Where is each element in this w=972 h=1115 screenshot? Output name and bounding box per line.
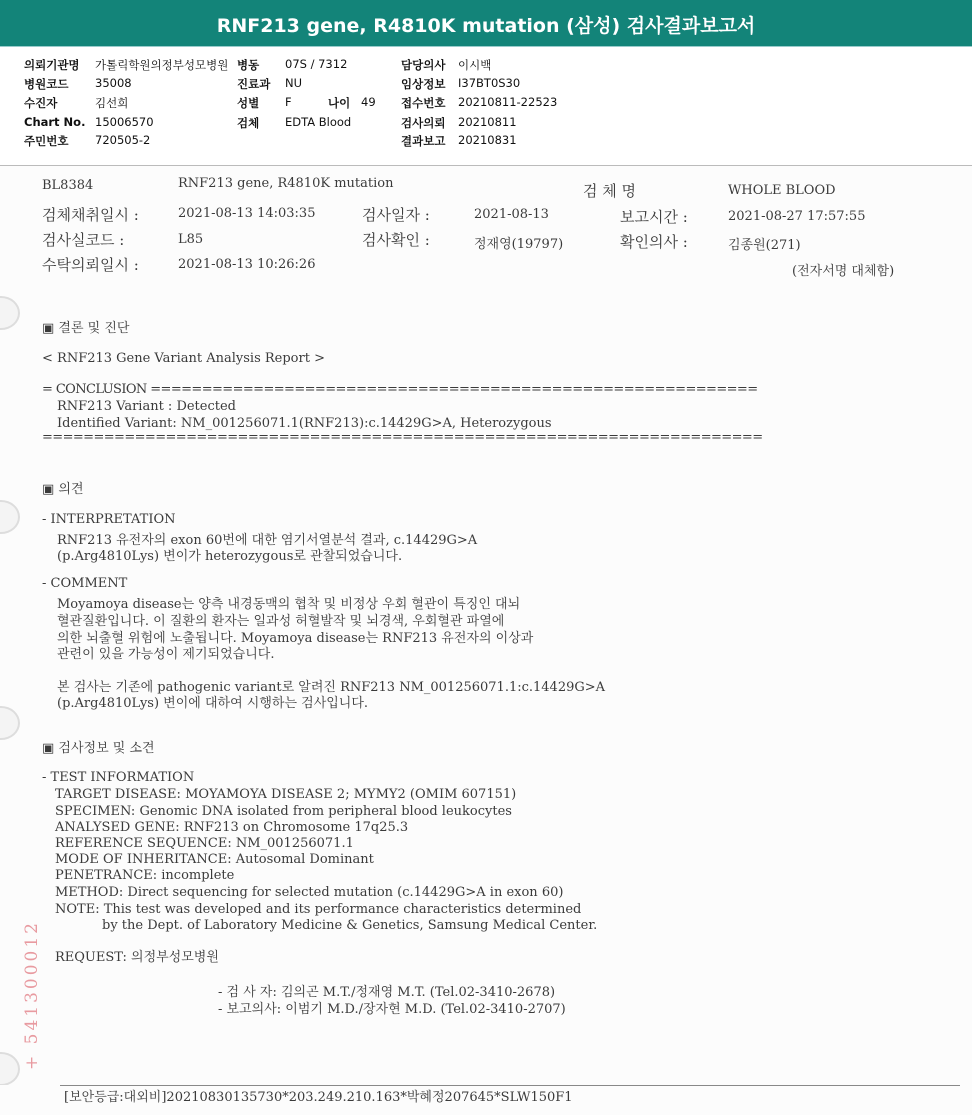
variant-status-line: RNF213 Variant : Detected <box>57 399 236 414</box>
section-conclusion-heading: ▣ 결론 및 진단 <box>42 321 130 336</box>
hospital-value: 가톨릭학원의정부성모병원 <box>95 58 229 72</box>
punch-hole <box>0 296 20 330</box>
interpretation-text: (p.Arg4810Lys) 변이가 heterozygous로 관찰되었습니다. <box>57 549 403 564</box>
clinical-info-label: 임상정보 <box>401 77 446 91</box>
doctor-value: 이시백 <box>458 58 492 72</box>
test-info-line: REFERENCE SEQUENCE: NM_001256071.1 <box>55 836 354 851</box>
comment-text: 혈관질환입니다. 이 질환의 환자는 일과성 허혈발작 및 뇌경색, 우회혈관 파열에 <box>57 614 505 629</box>
e-signature-note: (전자서명 대체함) <box>792 264 895 279</box>
comment-text: Moyamoya disease는 양측 내경동맥의 협착 및 비정상 우회 혈관이 특징인 대뇌 <box>57 597 521 612</box>
test-name: RNF213 gene, R4810K mutation <box>178 176 394 191</box>
test-date-value: 2021-08-13 <box>474 207 549 222</box>
interpretation-text: RNF213 유전자의 exon 60번에 대한 염기서열분석 결과, c.14429G>A <box>57 533 478 548</box>
interpretation-heading: - INTERPRETATION <box>42 512 176 527</box>
test-info-line: ANALYSED GENE: RNF213 on Chromosome 17q25.3 <box>55 820 409 835</box>
test-date-label: 검사일자 : <box>362 206 430 224</box>
consign-time-value: 2021-08-13 10:26:26 <box>178 257 316 272</box>
confirm-doctor-value: 김종원(271) <box>728 238 801 253</box>
identified-variant-line: Identified Variant: NM_001256071.1(RNF213):c.14429G>A, Heterozygous <box>57 416 552 431</box>
comment-text: (p.Arg4810Lys) 변이에 대하여 시행하는 검사입니다. <box>57 696 369 711</box>
section-test-info-heading: ▣ 검사정보 및 소견 <box>42 741 155 756</box>
age-value: 49 <box>361 95 376 109</box>
security-footer: [보안등급:대외비]20210830135730*203.249.210.163*박혜정207645*SLW150F1 <box>64 1090 573 1105</box>
test-code: BL8384 <box>42 178 94 193</box>
test-info-line: NOTE: This test was developed and its performance characteristics determined <box>55 902 582 917</box>
separator-line: ====================================================================== <box>42 430 763 445</box>
request-line: REQUEST: 의정부성모병원 <box>55 950 219 965</box>
request-date-value: 20210811 <box>458 115 517 129</box>
patient-name-label: 수진자 <box>24 96 58 110</box>
punch-hole <box>0 706 20 740</box>
collect-time-label: 검체채취일시 : <box>42 206 139 224</box>
test-info-line: SPECIMEN: Genomic DNA isolated from peripheral blood leukocytes <box>55 804 512 819</box>
report-time-value: 2021-08-27 17:57:55 <box>728 209 866 224</box>
tester-signature: - 검 사 자: 김의곤 M.T./정재영 M.T. (Tel.02-3410-2678) <box>218 985 556 1000</box>
chart-no-label: Chart No. <box>24 115 86 129</box>
age-label: 나이 <box>328 96 351 110</box>
request-date-label: 검사의뢰 <box>401 116 446 130</box>
reporter-signature: - 보고의사: 이범기 M.D./장자현 M.D. (Tel.02-3410-2707) <box>218 1002 566 1017</box>
comment-text: 관련이 있을 가능성이 제기되었습니다. <box>57 647 275 662</box>
test-confirm-value: 정재영(19797) <box>474 237 564 252</box>
conclusion-line: = CONCLUSION =========================================================== <box>42 382 758 397</box>
test-info-line: MODE OF INHERITANCE: Autosomal Dominant <box>55 852 374 867</box>
side-stamp-number: + 541300012 <box>22 920 42 1070</box>
footer <box>0 1085 972 1115</box>
specimen-name-value: WHOLE BLOOD <box>728 183 836 198</box>
hospital-code-value: 35008 <box>95 76 132 90</box>
report-time-label: 보고시간 : <box>620 208 688 226</box>
test-info-line: PENETRANCE: incomplete <box>55 868 235 883</box>
section-opinion-heading: ▣ 의견 <box>42 482 84 497</box>
ward-value: 07S / 7312 <box>285 57 348 71</box>
specimen-type-label: 검체 <box>237 116 260 130</box>
resident-no-value: 720505-2 <box>95 133 151 147</box>
test-confirm-label: 검사확인 : <box>362 231 430 249</box>
dept-label: 진료과 <box>237 77 271 91</box>
ward-label: 병동 <box>237 58 260 72</box>
lab-code-value: L85 <box>178 232 204 247</box>
test-info-line: METHOD: Direct sequencing for selected mutation (c.14429G>A in exon 60) <box>55 885 564 900</box>
punch-hole <box>0 500 20 534</box>
hospital-label: 의뢰기관명 <box>24 58 80 72</box>
chart-no-value: 15006570 <box>95 115 154 129</box>
test-info-heading: - TEST INFORMATION <box>42 770 195 785</box>
test-info-line: by the Dept. of Laboratory Medicine & Genetics, Samsung Medical Center. <box>102 918 598 933</box>
patient-name-value: 김선희 <box>95 96 129 110</box>
receipt-no-value: 20210811-22523 <box>458 95 558 109</box>
hospital-code-label: 병원코드 <box>24 77 69 91</box>
sex-value: F <box>285 95 292 109</box>
result-date-value: 20210831 <box>458 133 517 147</box>
report-title: RNF213 gene, R4810K mutation (삼성) 검사결과보고서 <box>216 15 756 37</box>
title-bar <box>0 0 972 47</box>
sex-label: 성별 <box>237 96 260 110</box>
comment-heading: - COMMENT <box>42 576 128 591</box>
scanned-report <box>0 166 972 1115</box>
lab-code-label: 검사실코드 : <box>42 231 125 249</box>
clinical-info-value: I37BT0S30 <box>458 76 521 90</box>
punch-hole <box>0 1052 20 1086</box>
collect-time-value: 2021-08-13 14:03:35 <box>178 206 316 221</box>
specimen-name-label: 검 체 명 <box>583 182 637 200</box>
patient-header <box>0 47 972 166</box>
result-date-label: 결과보고 <box>401 134 446 148</box>
receipt-no-label: 접수번호 <box>401 96 446 110</box>
specimen-type-value: EDTA Blood <box>285 115 352 129</box>
test-info-line: TARGET DISEASE: MOYAMOYA DISEASE 2; MYMY2 (OMIM 607151) <box>55 787 517 802</box>
comment-text: 의한 뇌출혈 위험에 노출됩니다. Moyamoya disease는 RNF213 유전자의 이상과 <box>57 631 534 646</box>
confirm-doctor-label: 확인의사 : <box>620 233 688 251</box>
consign-time-label: 수탁의뢰일시 : <box>42 256 139 274</box>
analysis-report-title: < RNF213 Gene Variant Analysis Report > <box>42 351 325 366</box>
doctor-label: 담당의사 <box>401 58 446 72</box>
dept-value: NU <box>285 76 303 90</box>
resident-no-label: 주민번호 <box>24 134 69 148</box>
comment-text: 본 검사는 기존에 pathogenic variant로 알려진 RNF213 NM_001256071.1:c.14429G>A <box>57 680 606 695</box>
